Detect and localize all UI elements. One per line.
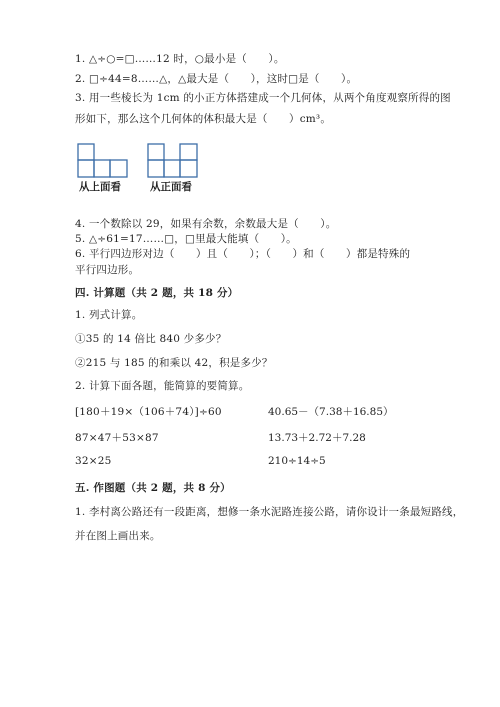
section-5-question-1-line-1: 1. 李村离公路还有一段距离，想修一条水泥路连接公路，请你设计一条最短路线， xyxy=(75,506,464,518)
section-4-question-1: 1. 列式计算。 xyxy=(75,309,143,321)
section-4-question-2: 2. 计算下面各题，能简算的要简算。 xyxy=(75,380,250,392)
top-view-label: 从上面看 xyxy=(79,181,121,193)
calc-expression: 32×25 xyxy=(75,455,112,467)
calc-expression: [180＋19×（106＋74）]÷60 xyxy=(75,406,222,418)
question-3-line-2: 形如下，那么这个几何体的体积最大是（ ）cm³。 xyxy=(75,113,332,125)
calc-expression: 210÷14÷5 xyxy=(268,455,326,467)
section-5-question-1-line-2: 并在图上画出来。 xyxy=(75,530,161,542)
question-1: 1. △÷○=□……12 时，○最小是（ ）。 xyxy=(75,53,285,65)
section-4-question-1a: ①35 的 14 倍比 840 少多少？ xyxy=(75,333,227,345)
question-2: 2. □÷44=8……△，△最大是（ ），这时□是（ ）。 xyxy=(75,73,358,85)
question-5: 5. △÷61=17……□，□里最大能填（ ）。 xyxy=(75,233,297,245)
front-view-figure xyxy=(147,143,199,179)
section-4-question-1b: ②215 与 185 的和乘以 42，积是多少？ xyxy=(75,357,273,369)
front-view-label: 从正面看 xyxy=(150,181,192,193)
question-3-line-1: 3. 用一些棱长为 1cm 的小正方体搭建成一个几何体，从两个角度观察所得的图 xyxy=(75,92,451,104)
section-4-heading: 四. 计算题（共 2 题，共 18 分） xyxy=(75,287,239,299)
section-5-heading: 五. 作图题（共 2 题，共 8 分） xyxy=(75,482,231,494)
top-view-figure xyxy=(77,143,129,179)
calc-expression: 13.73＋2.72＋7.28 xyxy=(268,432,366,444)
calc-expression: 87×47＋53×87 xyxy=(75,432,159,444)
question-6-line-1: 6. 平行四边形对边（ ）且（ ）；（ ）和（ ）都是特殊的 xyxy=(75,248,411,260)
calc-expression: 40.65－（7.38＋16.85） xyxy=(268,406,394,418)
question-6-line-2: 平行四边形。 xyxy=(75,264,140,276)
question-4: 4. 一个数除以 29，如果有余数，余数最大是（ ）。 xyxy=(75,218,337,230)
